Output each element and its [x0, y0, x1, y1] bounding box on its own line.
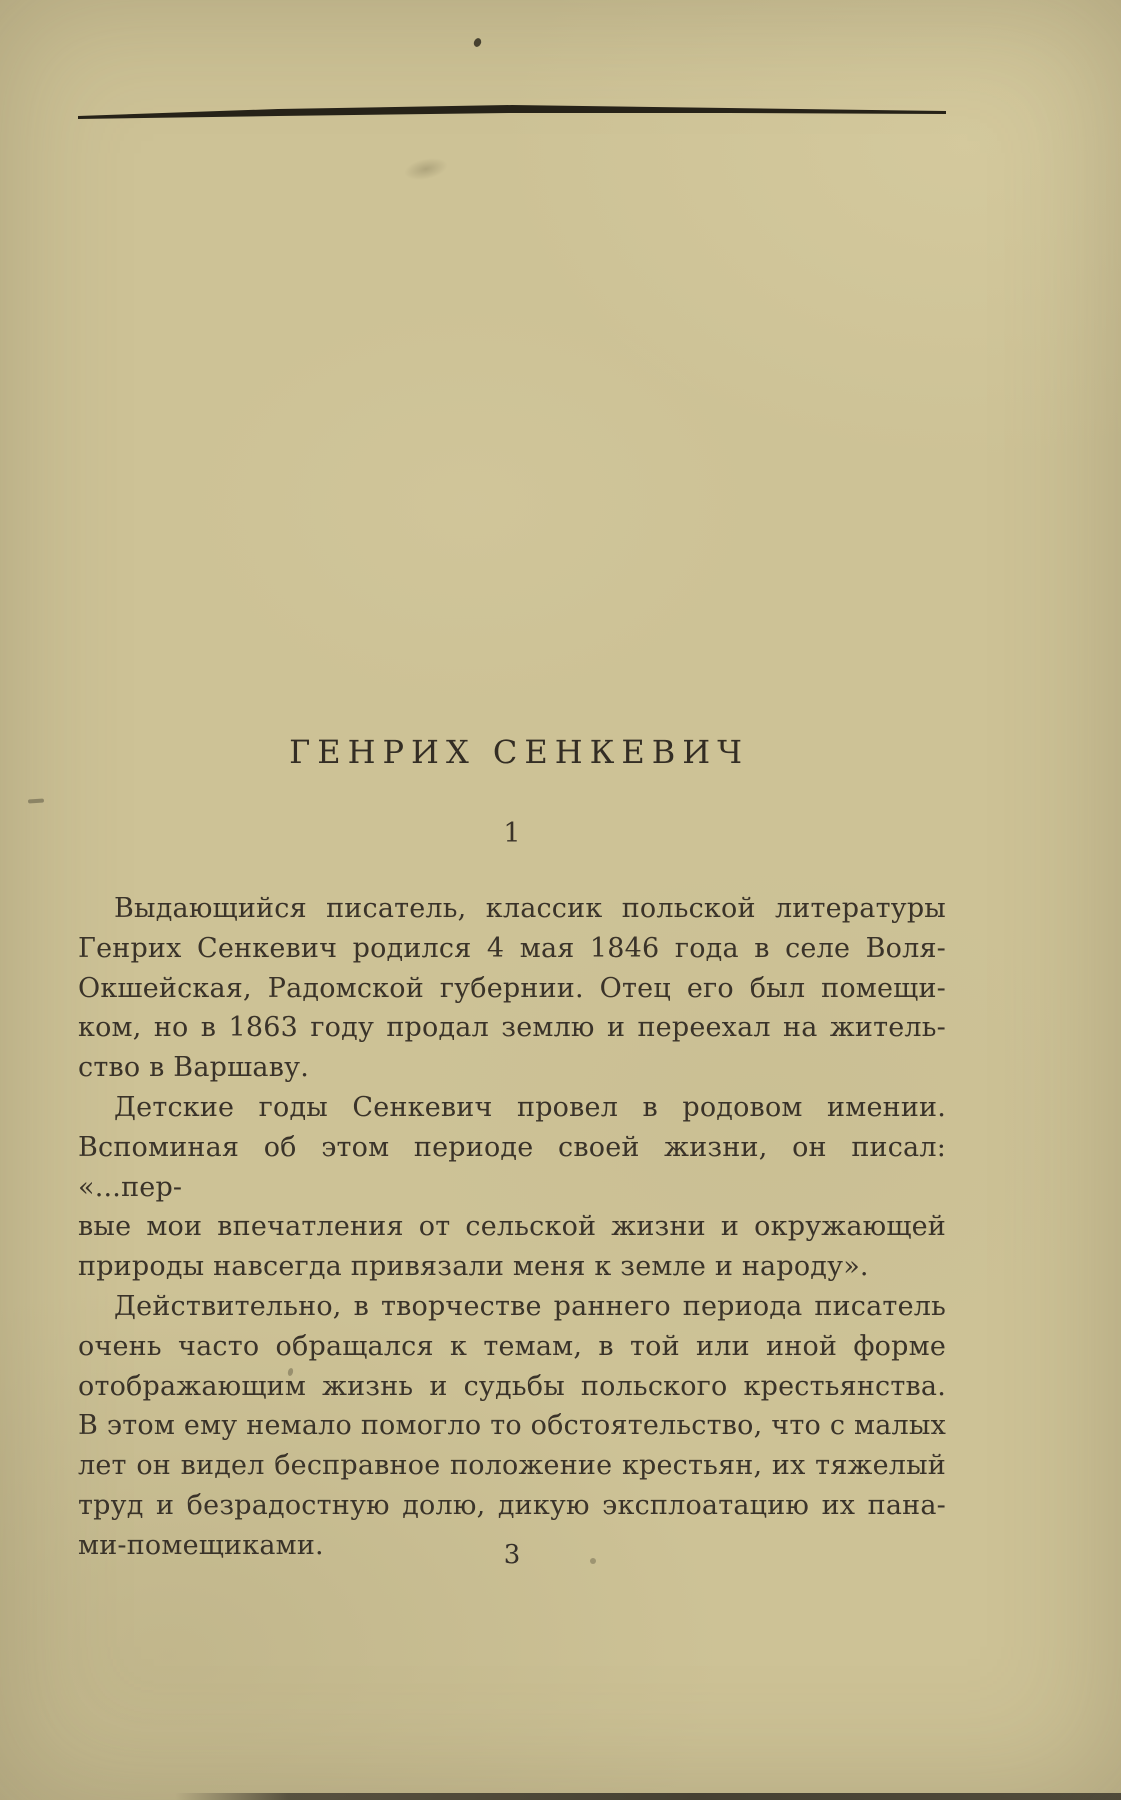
header-rule-shape — [78, 105, 946, 119]
text-line: природы навсегда привязали меня к земле и народу». — [78, 1251, 869, 1283]
text-line: Детские годы Сенкевич провел в родовом имении. — [114, 1091, 946, 1123]
text-line: Действительно, в творчестве раннего периода писатель — [114, 1290, 946, 1322]
section-number: 1 — [503, 818, 521, 849]
header-rule — [78, 100, 946, 126]
bottom-scan-edge — [175, 1793, 1121, 1800]
page-number: 3 — [503, 1540, 521, 1570]
text-line: очень часто обращался к темам, в той или иной форме — [78, 1330, 946, 1362]
text-line: ком, но в 1863 году продал землю и переехал на житель- — [78, 1012, 946, 1044]
paragraph — [78, 1287, 946, 1566]
scan-smudge — [400, 153, 452, 184]
page-title: ГЕНРИХ СЕНКЕВИЧ — [289, 733, 749, 771]
text-line: Вспоминая об этом периоде своей жизни, он писал: «...пер- — [78, 1131, 946, 1203]
ink-speck-top — [472, 37, 482, 48]
text-line: труд и безрадостную долю, дикую эксплоатацию их пана- — [78, 1489, 946, 1521]
text-line: Выдающийся писатель, классик польской литературы — [114, 893, 946, 924]
text-line: вые мои впечатления от сельской жизни и окружающей — [78, 1211, 946, 1243]
text-line: В этом ему немало помогло то обстоятельство, что с малых — [78, 1410, 946, 1442]
text-line: Окшейская, Радомской губернии. Отец его был помещи- — [78, 972, 946, 1004]
text-line: Генрих Сенкевич родился 4 мая 1846 года в селе Воля- — [78, 932, 946, 964]
margin-dash-mark — [28, 798, 44, 803]
paragraph — [78, 1088, 946, 1287]
paragraph — [78, 889, 946, 1088]
text-line: отображающим жизнь и судьбы польского крестьянства. — [78, 1370, 946, 1402]
body-text — [78, 889, 946, 1566]
text-line: ми-помещиками. — [78, 1529, 324, 1561]
text-line: лет он видел бесправное положение крестьян, их тяжелый — [78, 1450, 946, 1482]
text-line: ство в Варшаву. — [78, 1052, 309, 1084]
